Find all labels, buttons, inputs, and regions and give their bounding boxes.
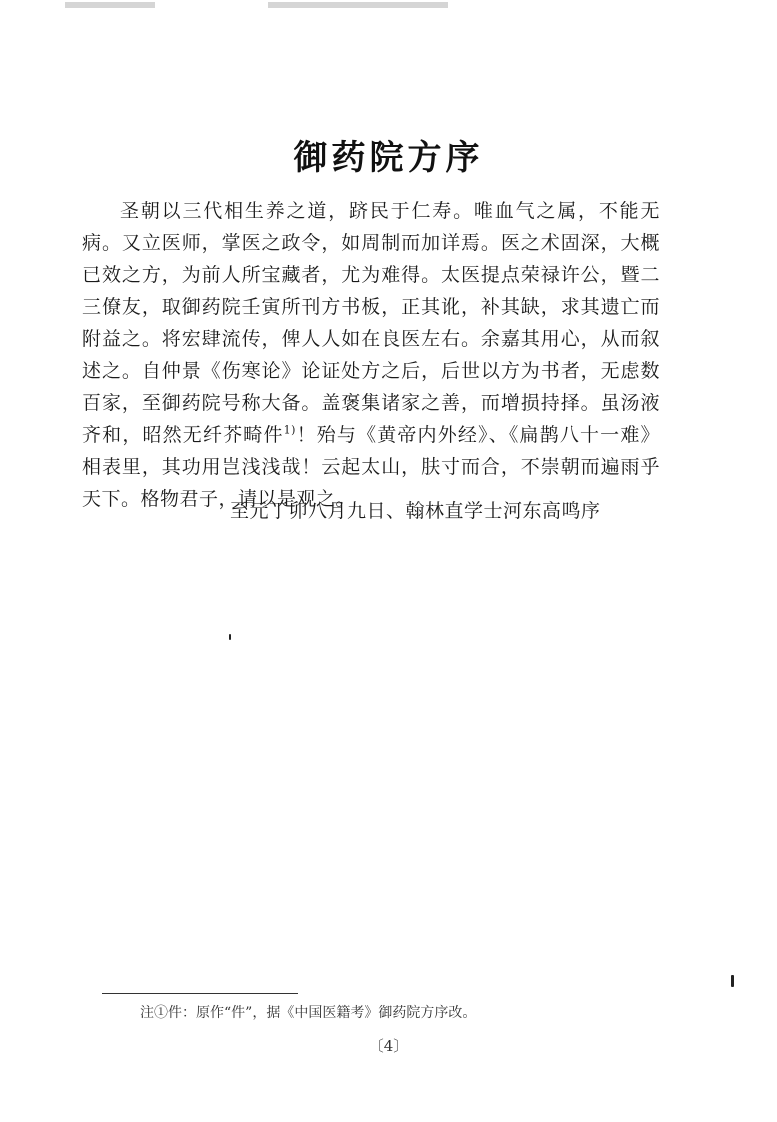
preface-text: 圣朝以三代相生养之道，跻民于仁寿。唯血气之属，不能无病。又立医师，掌医之政令，如周制而加详焉。医之术固深，大概已效之方，为前人所宝藏者，尤为难得。太医提点荣禄许公，暨二三僚友，取御药院壬寅所刊方书板，正其讹，补其缺，求其遗亡而附益之。将宏肆流传，俾人人如在良医左右。余嘉其用心，从而叙述之。自仲景《伤寒论》论证处方之后，后世以方为书者，无虑数百家，至御药院号称大备。盖褒集诸家之善，而增损持择。虽汤液齐和，昭然无纤芥畸件 [82, 200, 660, 446]
scan-artifact [65, 2, 155, 8]
page-title: 御药院方序 [293, 138, 484, 178]
scan-speck [229, 634, 231, 640]
page-number: 〔4〕 [368, 1037, 409, 1055]
preface-text-continued: ！殆与《黄帝内外经》、《扁鹊八十一难》相表里，其功用岂浅浅哉！云起太山，肤寸而合，不崇朝而遍雨乎天下。格物君子，请以是观之。 [82, 424, 660, 510]
footnote: 注①件：原作“件”，据《中国医籍考》御药院方序改。 [140, 1005, 477, 1021]
footnote-divider [102, 993, 298, 994]
footnote-marker: 1) [283, 423, 296, 437]
scan-artifact [268, 2, 448, 8]
signature-line: 至元丁卯八月九日、翰林直学士河东高鸣序 [230, 500, 601, 522]
scan-speck [731, 975, 734, 987]
preface-body [82, 195, 660, 515]
